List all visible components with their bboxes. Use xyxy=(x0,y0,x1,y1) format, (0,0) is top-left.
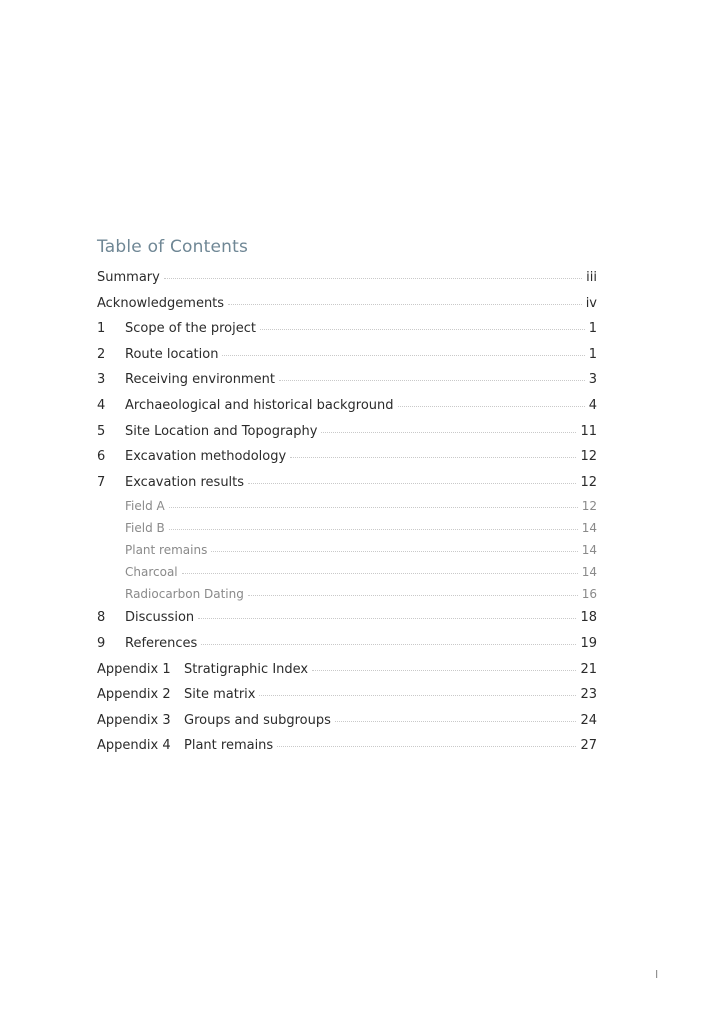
dot-leader xyxy=(164,278,582,279)
toc-entry-page: 24 xyxy=(580,712,597,728)
toc-entry-number: 6 xyxy=(97,449,106,465)
dot-leader xyxy=(290,457,576,458)
dot-leader xyxy=(398,406,585,407)
toc-title: Table of Contents xyxy=(97,237,249,257)
toc-entry-chapter-1[interactable] xyxy=(97,316,597,342)
toc-entry-label: Stratigraphic Index xyxy=(184,661,309,677)
dot-leader xyxy=(260,329,585,330)
toc-subentry-label: Field B xyxy=(125,521,165,536)
dot-leader xyxy=(222,355,584,356)
toc-entry-chapter-2[interactable] xyxy=(97,342,597,368)
table-of-contents xyxy=(97,232,597,759)
toc-entry-chapter-4[interactable] xyxy=(97,393,597,419)
dot-leader xyxy=(312,670,576,671)
toc-appendix-number: Appendix 2 xyxy=(97,687,171,703)
toc-entry-number: 5 xyxy=(97,423,106,439)
toc-subentry-label: Charcoal xyxy=(125,565,178,580)
toc-entry-number: 3 xyxy=(97,372,106,388)
toc-entry-summary[interactable] xyxy=(97,265,597,291)
toc-entry-page: 19 xyxy=(580,635,597,651)
toc-entry-label: Archaeological and historical background xyxy=(125,397,394,413)
toc-entry-number: 9 xyxy=(97,635,106,651)
dot-leader xyxy=(198,618,576,619)
toc-entry-label: Site Location and Topography xyxy=(125,423,318,439)
toc-subentry-label: Plant remains xyxy=(125,543,208,558)
dot-leader xyxy=(335,721,577,722)
toc-entry-chapter-8[interactable] xyxy=(97,605,597,631)
toc-subentry-page: 14 xyxy=(581,543,597,558)
dot-leader xyxy=(248,483,576,484)
dot-leader xyxy=(259,695,576,696)
toc-entry-label: References xyxy=(125,635,198,651)
dot-leader xyxy=(277,746,576,747)
toc-entry-page: 1 xyxy=(588,321,597,337)
toc-subentry-charcoal[interactable] xyxy=(97,561,597,583)
toc-entry-page: 12 xyxy=(580,474,597,490)
toc-entry-chapter-7[interactable] xyxy=(97,470,597,496)
dot-leader xyxy=(279,380,585,381)
dot-leader xyxy=(169,529,578,530)
toc-subentry-plant-remains[interactable] xyxy=(97,539,597,561)
toc-entry-label: Groups and subgroups xyxy=(184,712,331,728)
toc-appendix-number: Appendix 3 xyxy=(97,712,171,728)
toc-entry-acknowledgements[interactable] xyxy=(97,291,597,317)
dot-leader xyxy=(321,432,576,433)
toc-entry-page: 4 xyxy=(588,397,597,413)
toc-entry-number: 2 xyxy=(97,346,106,362)
toc-entry-chapter-6[interactable] xyxy=(97,444,597,470)
toc-entry-page: 1 xyxy=(588,346,597,362)
toc-entry-label: Site matrix xyxy=(184,687,256,703)
toc-entry-label: Receiving environment xyxy=(125,372,275,388)
page-number: I xyxy=(655,968,659,981)
toc-entry-page: iv xyxy=(585,295,597,311)
toc-entry-number: 8 xyxy=(97,610,106,626)
toc-entry-number: 7 xyxy=(97,474,106,490)
toc-entry-page: 12 xyxy=(580,449,597,465)
dot-leader xyxy=(201,644,576,645)
toc-entry-label: Acknowledgements xyxy=(97,295,225,311)
toc-entry-page: 21 xyxy=(580,661,597,677)
toc-subentry-page: 16 xyxy=(581,587,597,602)
toc-subentry-page: 14 xyxy=(581,521,597,536)
toc-entry-page: 11 xyxy=(580,423,597,439)
toc-entry-number: 4 xyxy=(97,397,106,413)
toc-entry-chapter-3[interactable] xyxy=(97,367,597,393)
toc-entry-page: iii xyxy=(586,270,597,285)
toc-entry-chapter-9[interactable] xyxy=(97,631,597,657)
toc-entry-label: Plant remains xyxy=(184,738,274,754)
toc-appendix-number: Appendix 1 xyxy=(97,661,171,677)
toc-entry-appendix-2[interactable] xyxy=(97,682,597,708)
dot-leader xyxy=(182,573,578,574)
toc-entry-appendix-1[interactable] xyxy=(97,657,597,683)
toc-entry-page: 18 xyxy=(580,610,597,626)
dot-leader xyxy=(228,304,582,305)
toc-entry-label: Excavation results xyxy=(125,474,245,490)
toc-subentry-radiocarbon-dating[interactable] xyxy=(97,583,597,605)
toc-subentry-label: Field A xyxy=(125,499,165,514)
toc-appendix-number: Appendix 4 xyxy=(97,738,171,754)
toc-subentry-page: 14 xyxy=(581,565,597,580)
toc-subentry-page: 12 xyxy=(581,499,597,514)
toc-entry-page: 27 xyxy=(580,738,597,754)
toc-entry-page: 23 xyxy=(580,687,597,703)
toc-entry-label: Scope of the project xyxy=(125,321,256,337)
toc-entry-label: Excavation methodology xyxy=(125,449,287,465)
dot-leader xyxy=(211,551,577,552)
toc-entry-number: 1 xyxy=(97,321,106,337)
toc-subentry-field-b[interactable] xyxy=(97,517,597,539)
toc-entry-page: 3 xyxy=(588,372,597,388)
toc-subentry-label: Radiocarbon Dating xyxy=(125,587,244,602)
dot-leader xyxy=(248,595,578,596)
toc-entry-appendix-3[interactable] xyxy=(97,708,597,734)
toc-subentry-field-a[interactable] xyxy=(97,495,597,517)
dot-leader xyxy=(169,507,578,508)
toc-entry-label: Summary xyxy=(97,270,160,285)
toc-entry-label: Discussion xyxy=(125,610,195,626)
toc-entry-appendix-4[interactable] xyxy=(97,733,597,759)
toc-entry-label: Route location xyxy=(125,346,219,362)
toc-entry-chapter-5[interactable] xyxy=(97,419,597,445)
